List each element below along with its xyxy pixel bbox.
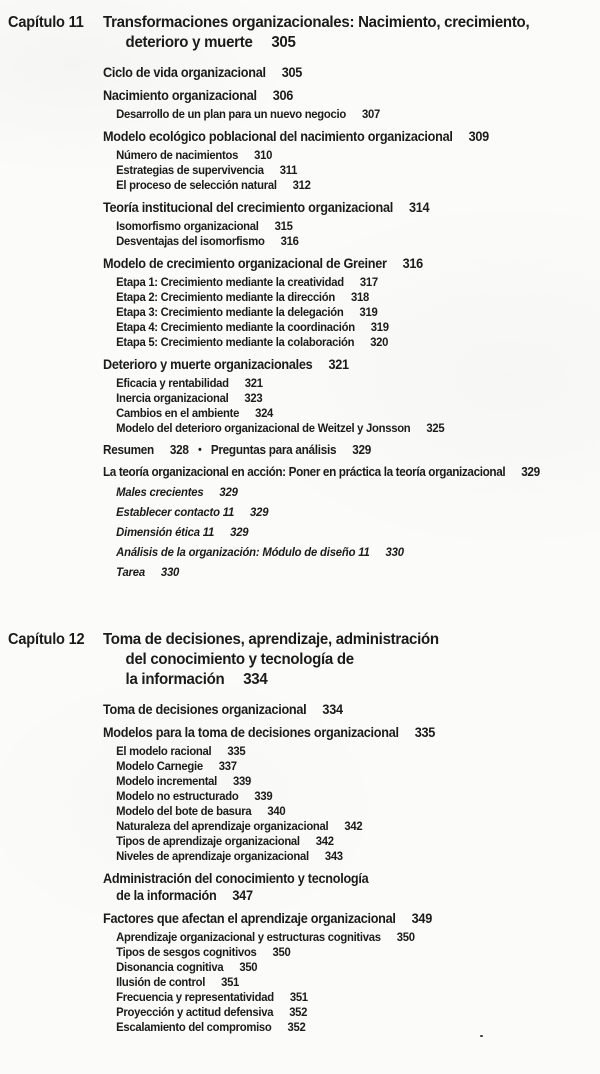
toc-entry (103, 464, 570, 480)
entry-text: Males crecientes (116, 485, 204, 499)
entry-page-number: 352 (289, 1005, 308, 1019)
entry-text: Preguntas para análisis (210, 443, 337, 457)
toc-entry (103, 910, 570, 927)
toc-entry (103, 320, 570, 335)
toc-entry (103, 305, 570, 320)
entry-page-number: 324 (255, 406, 274, 420)
entry-text: Etapa 4: Crecimiento mediante la coordinación (116, 320, 355, 334)
bullet-separator: • (198, 444, 202, 456)
toc-entry (103, 148, 570, 163)
entry-text: Resumen (103, 443, 154, 457)
entry-text: Tipos de sesgos cognitivos (116, 945, 257, 959)
entry-text: Número de nacimientos (116, 148, 239, 162)
entry-text: de la información (116, 888, 217, 903)
entry-text: Disonancia cognitiva (116, 960, 224, 974)
toc-entry (103, 759, 570, 774)
entry-text: Escalamiento del compromiso (116, 1020, 272, 1034)
toc-entry (103, 335, 570, 350)
entry-text: Deterioro y muerte organizacionales (103, 357, 313, 372)
entry-page-number: 323 (244, 391, 263, 405)
entry-text: Teoría institucional del crecimiento organizacional (103, 200, 394, 215)
entry-page-number: 309 (468, 129, 489, 144)
toc-entry (103, 990, 570, 1005)
entry-page-number: 321 (328, 357, 349, 372)
chapter-title-line (103, 33, 570, 53)
entry-text: Etapa 2: Crecimiento mediante la dirección (116, 290, 336, 304)
toc-entry (103, 744, 570, 759)
entry-page-number: 330 (385, 545, 404, 559)
entry-text: Modelo no estructurado (116, 789, 239, 803)
chapter-title (103, 13, 600, 53)
entry-text: Modelo ecológico poblacional del nacimiento organizacional (103, 129, 453, 144)
chapter-title-line (103, 13, 570, 33)
toc-entry (103, 565, 570, 580)
entry-text: El modelo racional (116, 744, 212, 758)
entry-page-number: 317 (359, 275, 378, 289)
entry-page-number: 316 (280, 234, 299, 248)
entry-text: Naturaleza del aprendizaje organizacional (116, 819, 329, 833)
entry-page-number: 318 (350, 290, 369, 304)
toc-entry (103, 275, 570, 290)
chapter-label: Capítulo 12 (8, 631, 85, 648)
entry-page-number: 329 (219, 485, 238, 499)
entry-page-number: 335 (227, 744, 246, 758)
entry-text: Administración del conocimiento y tecnología (103, 871, 369, 886)
entry-text: Tipos de aprendizaje organizacional (116, 834, 300, 848)
entry-text: Desventajas del isomorfismo (116, 234, 265, 248)
entry-page-number: 350 (272, 945, 291, 959)
entry-text: El proceso de selección natural (116, 178, 277, 192)
entry-page-number: 320 (370, 335, 389, 349)
entry-page-number: 307 (361, 107, 380, 121)
entry-page-number: 312 (292, 178, 311, 192)
entry-text: Desarrollo de un plan para un nuevo negocio (116, 107, 346, 121)
entry-page-number: 349 (411, 911, 432, 926)
toc-entry (103, 391, 570, 406)
entry-text: Modelo Carnegie (116, 759, 203, 773)
entry-page-number: 335 (414, 725, 436, 740)
toc-entry (103, 525, 570, 540)
entry-page-number: 340 (267, 804, 286, 818)
entry-text: La teoría organizacional en acción: Poner en práctica la teoría organizacional (103, 465, 506, 479)
entry-text: Aprendizaje organizacional y estructuras cognitivas (116, 930, 381, 944)
entry-text: Factores que afectan el aprendizaje organizacional (103, 911, 396, 926)
entry-page-number: 306 (272, 88, 294, 103)
entry-page-number: 319 (370, 320, 389, 334)
entry-text: Etapa 3: Crecimiento mediante la delegación (116, 305, 344, 319)
entry-list (103, 64, 600, 580)
chapter-page-number: 305 (271, 34, 296, 51)
toc-entry (103, 945, 570, 960)
toc-entry (103, 107, 570, 122)
entry-text: Modelos para la toma de decisiones organizacional (103, 725, 399, 740)
entry-text: Nacimiento organizacional (103, 88, 257, 103)
toc-entry (103, 234, 570, 249)
entry-page-number: 310 (254, 148, 273, 162)
entry-page-number: 329 (230, 525, 249, 539)
chapter-section (8, 13, 600, 580)
toc-entry (103, 178, 570, 193)
toc-entry (103, 356, 570, 373)
entry-text: Modelo de crecimiento organizacional de Greiner (103, 256, 387, 271)
toc-entry (103, 701, 570, 718)
chapter-label: Capítulo 11 (8, 14, 84, 31)
chapter-title-line (103, 630, 570, 650)
toc-entry (103, 290, 570, 305)
toc-entry (103, 545, 570, 560)
toc-entry (103, 442, 570, 459)
entry-page-number: 351 (289, 990, 308, 1004)
entry-page-number: 351 (221, 975, 240, 989)
toc-entry (103, 219, 570, 234)
toc-entry (103, 376, 570, 391)
entry-page-number: 350 (396, 930, 415, 944)
toc-entry (103, 975, 570, 990)
toc-entry (103, 163, 570, 178)
chapter-body (103, 13, 600, 580)
chapter-page-number: 334 (243, 671, 268, 688)
entry-text: Etapa 5: Crecimiento mediante la colaboración (116, 335, 355, 349)
entry-page-number: 305 (281, 65, 303, 80)
toc-entry (103, 724, 570, 741)
entry-text: Niveles de aprendizaje organizacional (116, 849, 309, 863)
entry-text: Eficacia y rentabilidad (116, 376, 229, 390)
toc-entry (103, 485, 570, 500)
entry-page-number: 339 (232, 774, 251, 788)
toc-entry (103, 819, 570, 834)
entry-page-number: 342 (315, 834, 334, 848)
toc-entry (103, 774, 570, 789)
entry-page-number: 350 (239, 960, 258, 974)
entry-text: Modelo del bote de basura (116, 804, 252, 818)
entry-page-number: 330 (160, 565, 180, 579)
entry-page-number: 352 (287, 1020, 306, 1034)
entry-page-number: 337 (218, 759, 237, 773)
entry-page-number: 339 (254, 789, 273, 803)
entry-text: Ilusión de control (116, 975, 206, 989)
entry-page-number: 315 (274, 219, 293, 233)
toc-entry (103, 505, 570, 520)
chapter-body (103, 630, 600, 1035)
chapter-title-line (103, 670, 570, 690)
entry-line (103, 887, 570, 904)
toc-entry (103, 406, 570, 421)
toc-entry (103, 789, 570, 804)
entry-page-number: 329 (352, 443, 372, 457)
entry-text: Modelo del deterioro organizacional de Weitzel y Jonsson (116, 421, 411, 435)
toc-entry (103, 1020, 570, 1035)
toc-entry (103, 870, 600, 904)
chapter-title (103, 630, 600, 690)
toc-entry (103, 1005, 570, 1020)
chapter-section (8, 630, 600, 1035)
toc-entry (103, 128, 570, 145)
entry-page-number: 325 (426, 421, 445, 435)
entry-page-number: 314 (408, 200, 430, 215)
toc-entry (103, 834, 570, 849)
entry-page-number: 343 (324, 849, 343, 863)
toc-entry (103, 849, 570, 864)
entry-page-number: 329 (521, 465, 540, 479)
entry-text: Proyección y actitud defensiva (116, 1005, 274, 1019)
entry-page-number: 347 (232, 888, 253, 903)
chapter-title-text: del conocimiento y tecnología de (125, 651, 354, 668)
entry-text: Isomorfismo organizacional (116, 219, 259, 233)
entry-text: Análisis de la organización: Módulo de diseño 11 (116, 545, 370, 559)
chapter-title-text: deterioro y muerte (125, 34, 253, 51)
entry-text: Frecuencia y representatividad (116, 990, 274, 1004)
toc-entry (103, 64, 570, 81)
entry-text: Tarea (116, 565, 145, 579)
chapter-title-text: la información (125, 671, 225, 688)
toc-entry (103, 421, 570, 436)
entry-text: Estrategias de supervivencia (116, 163, 264, 177)
toc-entry (103, 255, 570, 272)
entry-page-number: 319 (359, 305, 378, 319)
toc-entry (103, 87, 570, 104)
toc-entry (103, 960, 570, 975)
entry-text: Modelo incremental (116, 774, 218, 788)
toc-entry (103, 930, 570, 945)
entry-text: Toma de decisiones organizacional (103, 702, 307, 717)
entry-page-number: 316 (402, 256, 423, 271)
entry-page-number: 342 (344, 819, 363, 833)
entry-line (103, 870, 570, 887)
entry-text: Cambios en el ambiente (116, 406, 240, 420)
chapter-title-text: Toma de decisiones, aprendizaje, administración (103, 631, 439, 648)
toc-entry (103, 199, 570, 216)
entry-page-number: 328 (169, 443, 189, 457)
entry-text: Inercia organizacional (116, 391, 229, 405)
scan-speck (480, 1035, 483, 1037)
entry-list (103, 701, 600, 1035)
entry-page-number: 321 (244, 376, 263, 390)
entry-page-number: 329 (250, 505, 269, 519)
entry-page-number: 334 (322, 702, 343, 717)
entry-text: Dimensión ética 11 (116, 525, 215, 539)
entry-text: Ciclo de vida organizacional (103, 65, 266, 80)
entry-page-number: 311 (279, 163, 298, 177)
entry-text: Etapa 1: Crecimiento mediante la creatividad (116, 275, 344, 289)
toc-entry (103, 804, 570, 819)
chapter-title-text: Transformaciones organizacionales: Nacimiento, crecimiento, (103, 14, 530, 31)
entry-text: Establecer contacto 11 (116, 505, 235, 519)
chapter-title-line (103, 650, 570, 670)
